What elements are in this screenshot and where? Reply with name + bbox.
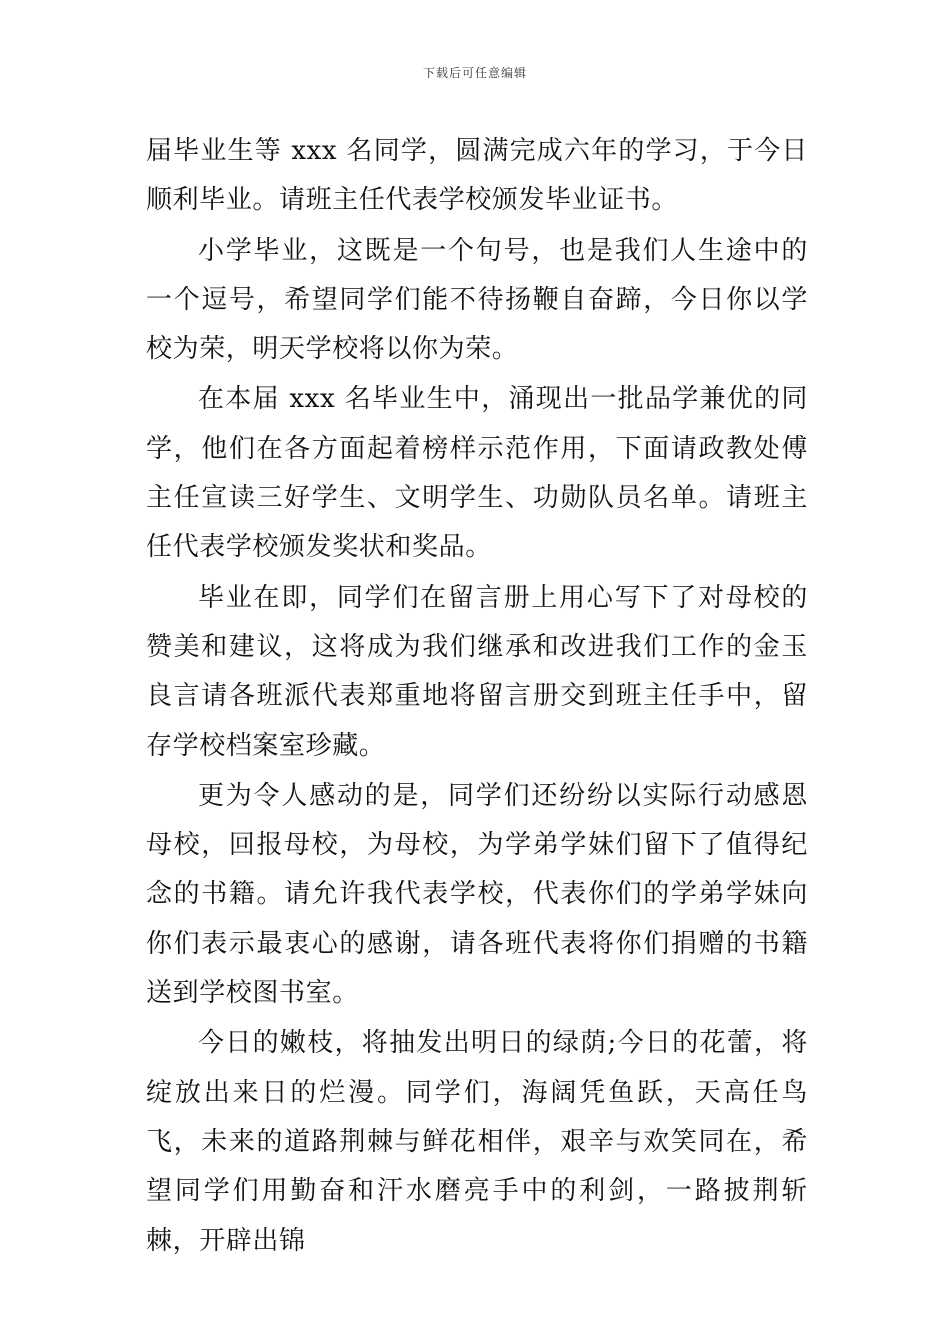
paragraph-2: 小学毕业，这既是一个句号，也是我们人生途中的一个逗号，希望同学们能不待扬鞭自奋蹄，今日你以学校为荣，明天学校将以你为荣。 [146,235,808,365]
paragraph-1: 届毕业生等 xxx 名同学，圆满完成六年的学习，于今日顺利毕业。请班主任代表学校颁发毕业证书。 [146,136,808,216]
paragraph-4: 毕业在即，同学们在留言册上用心写下了对母校的赞美和建议，这将成为我们继承和改进我们工作的金玉良言请各班派代表郑重地将留言册交到班主任手中，留存学校档案室珍藏。 [146,582,808,761]
paragraph-5: 更为令人感动的是，同学们还纷纷以实际行动感恩母校，回报母校，为母校，为学弟学妹们留下了值得纪念的书籍。请允许我代表学校，代表你们的学弟学妹向你们表示最衷心的感谢，请各班代表将你们捐赠的书籍送到学校图书室。 [146,780,808,1009]
document-body [146,127,808,1267]
paragraph-3: 在本届 xxx 名毕业生中，涌现出一批品学兼优的同学，他们在各方面起着榜样示范作用，下面请政教处傅主任宣读三好学生、文明学生、功勋队员名单。请班主任代表学校颁发奖状和奖品。 [146,384,808,563]
header-note: 下载后可任意编辑 [422,66,527,80]
paragraph-6: 今日的嫩枝，将抽发出明日的绿荫;今日的花蕾，将绽放出来日的烂漫。同学们，海阔凭鱼跃，天高任鸟飞，未来的道路荆棘与鲜花相伴，艰辛与欢笑同在，希望同学们用勤奋和汗水磨亮手中的利剑，一路披荆斩棘，开辟出锦 [146,1028,808,1256]
